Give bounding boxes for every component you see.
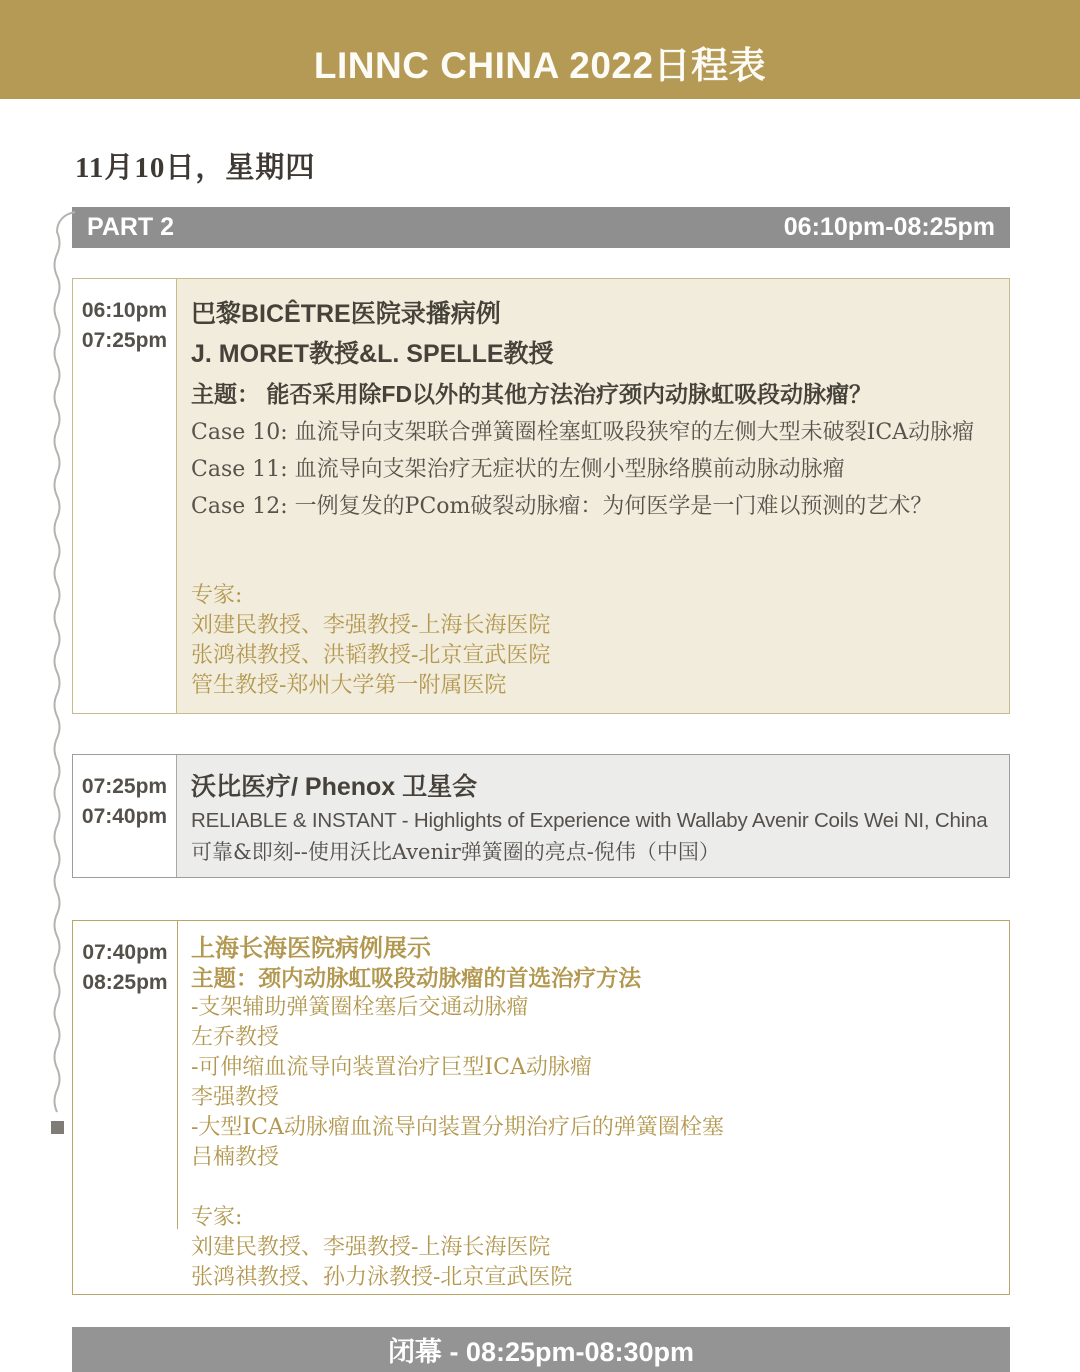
session-speakers: J. MORET教授&L. SPELLE教授 (191, 340, 554, 368)
session-3-time (73, 921, 177, 1294)
time-end: 08:25pm (82, 971, 168, 994)
timeline-wavy-line (45, 206, 85, 1156)
time-start: 06:10pm (81, 299, 168, 322)
session-line-zh: 可靠&即刻--使用沃比Avenir弹簧圈的亮点-倪伟（中国） (191, 840, 720, 864)
presenter-line: 吕楠教授 (191, 1145, 280, 1170)
presenter-line: 左乔教授 (191, 1025, 280, 1050)
session-title: 上海长海医院病例展示 (191, 935, 431, 962)
expert-line: 张鸿祺教授、孙力泳教授-北京宣武医院 (191, 1265, 573, 1290)
time-end: 07:25pm (81, 329, 168, 352)
part-bar (72, 207, 1010, 248)
experts-block (191, 1203, 999, 1293)
session-phenox (72, 754, 1010, 878)
case-item: -大型ICA动脉瘤血流导向装置分期治疗后的弹簧圈栓塞 (191, 1115, 724, 1140)
session-title: 巴黎BICÊTRE医院录播病例 (191, 300, 501, 328)
session-2-content (177, 755, 1009, 877)
time-start: 07:40pm (82, 941, 168, 964)
session-line-en: RELIABLE & INSTANT - Highlights of Experience with Wallaby Avenir Coils Wei NI, China (191, 809, 988, 832)
column-divider (177, 921, 178, 1229)
case-item: Case 10: 血流导向支架联合弹簧圈栓塞虹吸段狭窄的左侧大型未破裂ICA动脉瘤 (191, 420, 975, 445)
expert-line: 张鸿祺教授、洪韬教授-北京宣武医院 (191, 643, 551, 668)
part-label: PART 2 (87, 213, 175, 241)
presenter-line: 李强教授 (191, 1085, 280, 1110)
header-banner (0, 0, 1080, 99)
session-2-time (73, 755, 177, 877)
schedule-main (72, 207, 1010, 1372)
expert-line: 管生教授-郑州大学第一附属医院 (191, 673, 507, 698)
timeline-end-marker (51, 1121, 64, 1134)
experts-label: 专家: (191, 1205, 243, 1230)
session-changhai (72, 920, 1010, 1295)
date-heading: 11月10日，星期四 (75, 152, 316, 184)
experts-block (191, 581, 999, 701)
session-topic: 主题： 能否采用除FD以外的其他方法治疗颈内动脉虹吸段动脉瘤？ (191, 381, 873, 407)
expert-line: 刘建民教授、李强教授-上海长海医院 (191, 1235, 551, 1260)
time-end: 07:40pm (81, 805, 168, 828)
session-3-content (177, 921, 1009, 1294)
session-title: 沃比医疗/ Phenox 卫星会 (191, 773, 478, 801)
time-start: 07:25pm (81, 775, 168, 798)
session-bicetre (72, 278, 1010, 714)
closing-bar (72, 1327, 1010, 1372)
case-item: -支架辅助弹簧圈栓塞后交通动脉瘤 (191, 995, 529, 1020)
expert-line: 刘建民教授、李强教授-上海长海医院 (191, 613, 551, 638)
closing-label: 闭幕 - 08:25pm-08:30pm (387, 1337, 695, 1367)
experts-label: 专家: (191, 583, 243, 608)
page-title: LINNC CHINA 2022日程表 (313, 44, 767, 86)
session-1-content (177, 279, 1009, 713)
case-item: Case 12: 一例复发的PCom破裂动脉瘤：为何医学是一门难以预测的艺术？ (191, 494, 933, 519)
case-item: Case 11: 血流导向支架治疗无症状的左侧小型脉络膜前动脉动脉瘤 (191, 457, 845, 482)
session-topic: 主题：颈内动脉虹吸段动脉瘤的首选治疗方法 (191, 966, 642, 991)
part-time-range: 06:10pm-08:25pm (783, 213, 995, 241)
case-item: -可伸缩血流导向装置治疗巨型ICA动脉瘤 (191, 1055, 592, 1080)
session-1-time (73, 279, 177, 713)
